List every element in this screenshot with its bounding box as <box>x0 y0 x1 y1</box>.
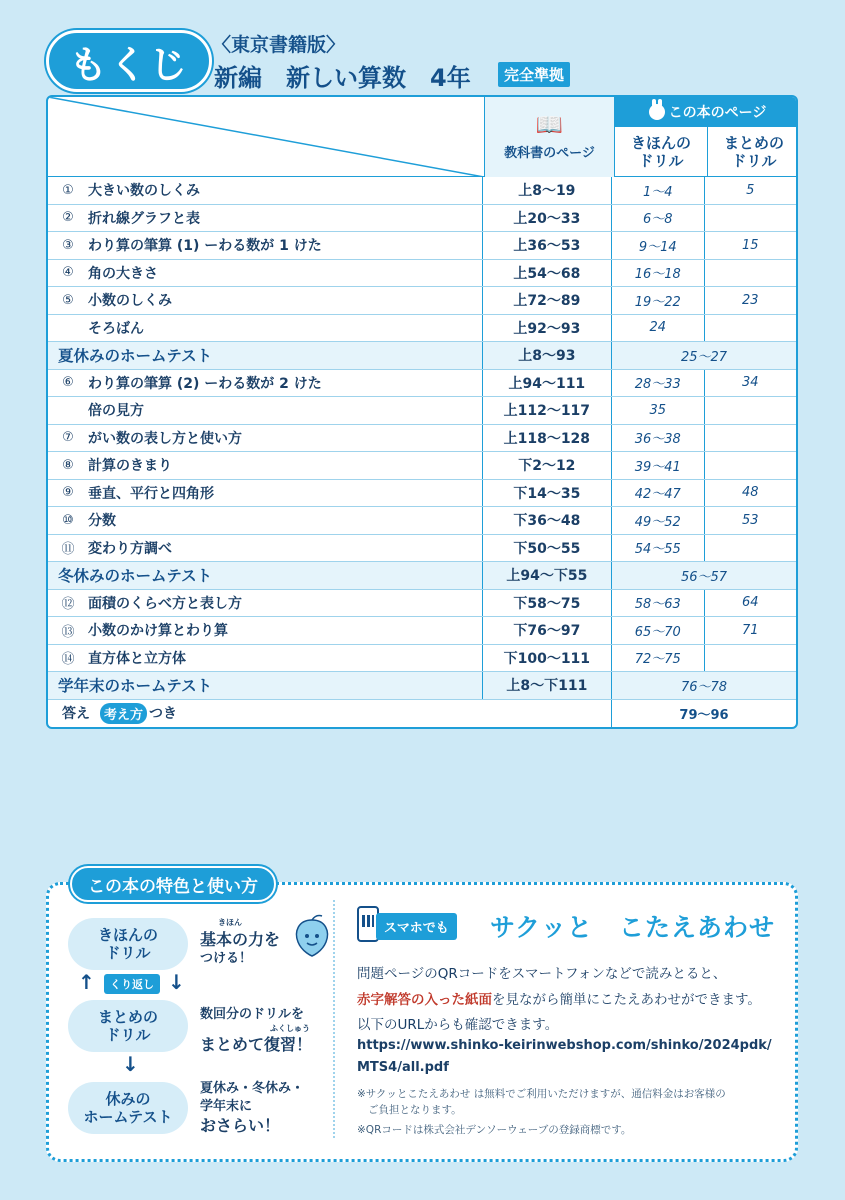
kihon-pages: 42～47 <box>611 480 704 507</box>
home-test-pages: 25～27 <box>611 342 796 369</box>
textbook-pages: 上36～53 <box>482 232 611 259</box>
chapter-title: 小数のしくみ <box>88 293 172 310</box>
answers-suffix: つき <box>149 706 178 723</box>
chapter-title: 冬休みのホームテスト <box>58 567 213 586</box>
book-icon: 📖 <box>535 113 564 138</box>
chapter-title: そろばん <box>88 320 144 337</box>
textbook-pages: 上20～33 <box>482 205 611 232</box>
kihon-pages: 65～70 <box>611 617 704 644</box>
kihon-pages: 36～38 <box>611 425 704 452</box>
note-fee: ※サクッとこたえあわせ は無料でご利用いただけますが、通信料金はお客様の <box>357 1088 726 1100</box>
kihon-pages: 16～18 <box>611 260 704 287</box>
chapter-title: わり算の筆算 (1) ーわる数が 1 けた <box>88 238 322 255</box>
answers-pages: 79～96 <box>611 700 796 728</box>
table-row <box>48 645 796 673</box>
textbook-pages: 上54～68 <box>482 260 611 287</box>
table-row <box>48 260 796 288</box>
matome-pages: 48 <box>704 480 797 507</box>
chapter-title: 面積のくらべ方と表し方 <box>88 595 242 612</box>
matome-pages <box>704 260 797 287</box>
table-row <box>48 370 796 398</box>
table-row <box>48 315 796 343</box>
table-row <box>48 177 796 205</box>
kihon-pages: 6～8 <box>611 205 704 232</box>
kihon-pages: 35 <box>611 397 704 424</box>
kihon-pages: 58～63 <box>611 590 704 617</box>
matome-pill: まとめの ドリル <box>68 1000 188 1052</box>
answer-url-line1[interactable]: https://www.shinko-keirinwebshop.com/shinko/2024pdk/ <box>357 1038 772 1053</box>
loop-tag: くり返し <box>104 974 160 994</box>
table-row <box>48 452 796 480</box>
compliance-badge: 完全準拠 <box>498 62 570 87</box>
chapter-title: 小数のかけ算とわり算 <box>88 623 228 640</box>
chapter-title: 分数 <box>88 513 116 530</box>
kihon-pages: 54～55 <box>611 535 704 562</box>
chapter-title: 直方体と立方体 <box>88 650 186 667</box>
chapter-number: ⑧ <box>62 457 74 473</box>
home-test-row <box>48 562 796 590</box>
feature-divider <box>333 900 335 1138</box>
table-body <box>48 177 796 727</box>
matome-pages <box>704 452 797 479</box>
chapter-title: 変わり方調べ <box>88 540 172 557</box>
table-header <box>48 97 796 177</box>
chapter-title: 角の大きさ <box>88 265 158 282</box>
textbook-pages-header <box>484 97 614 177</box>
chapter-title: がい数の表し方と使い方 <box>88 430 242 447</box>
arrow-down-icon: ↓ <box>168 970 185 994</box>
textbook-pages: 上94～下55 <box>482 562 611 589</box>
table-row <box>48 617 796 645</box>
kihon-desc: きほん 基本の力を つける！ <box>200 918 281 967</box>
kihon-pages: 72～75 <box>611 645 704 672</box>
kihon-pages: 24 <box>611 315 704 342</box>
home-test-pill: 休みの ホームテスト <box>68 1082 188 1134</box>
this-book-pages-header <box>614 97 798 177</box>
chapter-title: 倍の見方 <box>88 403 144 420</box>
bunny-icon <box>649 104 665 120</box>
table-row <box>48 507 796 535</box>
answers-row <box>48 700 796 728</box>
kihon-pages: 28～33 <box>611 370 704 397</box>
matome-pages <box>704 315 797 342</box>
matome-desc: 数回分のドリルを ふくしゅう まとめて復習！ <box>200 1007 313 1055</box>
table-row <box>48 397 796 425</box>
feature-title: この本の特色と使い方 <box>70 866 276 902</box>
answer-url-line2[interactable]: MTS4/all.pdf <box>357 1060 449 1075</box>
matome-pages <box>704 425 797 452</box>
table-row <box>48 480 796 508</box>
this-book-head <box>615 97 798 127</box>
textbook-pages: 上112～117 <box>482 397 611 424</box>
explanation-tag: 考え方 <box>100 703 147 724</box>
table-row <box>48 590 796 618</box>
kihon-drill-header: きほんの ドリル <box>630 134 691 170</box>
matome-pages: 64 <box>704 590 797 617</box>
chapter-number: ⑤ <box>62 292 74 308</box>
home-test-row <box>48 672 796 700</box>
chapter-number: ⑦ <box>62 430 74 446</box>
textbook-pages: 下50～55 <box>482 535 611 562</box>
matome-pages <box>704 205 797 232</box>
red-answer-line: 赤字解答の入った紙面を見ながら簡単にこたえあわせができます。 <box>357 992 761 1008</box>
matome-pages: 5 <box>704 177 797 204</box>
home-test-pages: 76～78 <box>611 672 796 699</box>
book-title: 新編 新しい算数 4年 <box>214 64 471 92</box>
textbook-pages: 下2～12 <box>482 452 611 479</box>
note-fee-cont: ご負担となります。 <box>368 1104 462 1116</box>
chapter-title: 垂直、平行と四角形 <box>88 485 214 502</box>
toc-logo: もくじ <box>46 30 212 92</box>
textbook-pages: 上8～93 <box>482 342 611 369</box>
publisher-label: 〈東京書籍版〉 <box>212 34 346 56</box>
toc-table <box>46 95 798 729</box>
chapter-number: ⑥ <box>62 375 74 391</box>
chapter-number: ⑫ <box>61 597 75 613</box>
kihon-pages: 1～4 <box>611 177 704 204</box>
chapter-title: 計算のきまり <box>88 458 172 475</box>
chapter-title: 折れ線グラフと表 <box>88 210 200 227</box>
url-intro: 以下のURLからも確認できます。 <box>357 1017 559 1033</box>
kihon-pages: 19～22 <box>611 287 704 314</box>
table-row <box>48 232 796 260</box>
chapter-title: 学年末のホームテスト <box>58 677 213 696</box>
chapter-number: ③ <box>62 237 74 253</box>
matome-pages: 71 <box>704 617 797 644</box>
matome-pages: 34 <box>704 370 797 397</box>
header-diagonal <box>48 97 484 177</box>
matome-pages <box>704 397 797 424</box>
matome-pages <box>704 535 797 562</box>
chapter-title: 大きい数のしくみ <box>88 183 200 200</box>
note-trademark: ※QRコードは株式会社デンソーウェーブの登録商標です。 <box>357 1124 632 1136</box>
arrow-up-icon: ↑ <box>78 970 95 994</box>
chapter-title: わり算の筆算 (2) ーわる数が 2 けた <box>88 375 322 392</box>
textbook-pages-label: 教科書のページ <box>504 146 595 161</box>
mascot-icon <box>292 912 332 962</box>
chapter-title: 夏休みのホームテスト <box>58 347 213 366</box>
chapter-number: ⑪ <box>61 542 75 558</box>
textbook-pages: 上92～93 <box>482 315 611 342</box>
qr-instructions: 問題ページのQRコードをスマートフォンなどで読みとると、 <box>357 966 727 982</box>
home-test-desc: 夏休み・冬休み・ 学年末に おさらい！ <box>200 1081 305 1136</box>
chapter-number: ② <box>62 210 74 226</box>
table-row <box>48 425 796 453</box>
answers-label: 答え <box>62 706 90 723</box>
home-test-row <box>48 342 796 370</box>
matome-drill-header: まとめの ドリル <box>707 127 798 177</box>
this-book-label: この本のページ <box>668 105 767 121</box>
chapter-number: ④ <box>62 265 74 281</box>
kihon-pages: 39～41 <box>611 452 704 479</box>
chapter-number: ⑭ <box>61 652 75 668</box>
textbook-pages: 上8～下111 <box>482 672 611 699</box>
textbook-pages: 上94～111 <box>482 370 611 397</box>
matome-pages <box>704 645 797 672</box>
textbook-pages: 上118～128 <box>482 425 611 452</box>
matome-pages: 15 <box>704 232 797 259</box>
matome-pages: 23 <box>704 287 797 314</box>
table-row <box>48 205 796 233</box>
quick-check-heading: サクッと こたえあわせ <box>490 913 776 942</box>
chapter-number: ① <box>62 182 74 198</box>
chapter-number: ⑩ <box>62 512 74 528</box>
textbook-pages: 下100～111 <box>482 645 611 672</box>
home-test-pages: 56～57 <box>611 562 796 589</box>
table-row <box>48 535 796 563</box>
textbook-pages: 下14～35 <box>482 480 611 507</box>
chapter-number: ⑨ <box>62 485 74 501</box>
arrow-down-icon: ↓ <box>122 1052 139 1076</box>
kihon-pill: きほんの ドリル <box>68 918 188 970</box>
kihon-pages: 49～52 <box>611 507 704 534</box>
smartphone-tag: スマホでも <box>376 913 457 940</box>
kihon-pages: 9～14 <box>611 232 704 259</box>
table-row <box>48 287 796 315</box>
textbook-pages: 上72～89 <box>482 287 611 314</box>
textbook-pages: 上8～19 <box>482 177 611 204</box>
matome-pages: 53 <box>704 507 797 534</box>
textbook-pages: 下76～97 <box>482 617 611 644</box>
textbook-pages: 下36～48 <box>482 507 611 534</box>
chapter-number: ⑬ <box>61 624 75 640</box>
textbook-pages: 下58～75 <box>482 590 611 617</box>
